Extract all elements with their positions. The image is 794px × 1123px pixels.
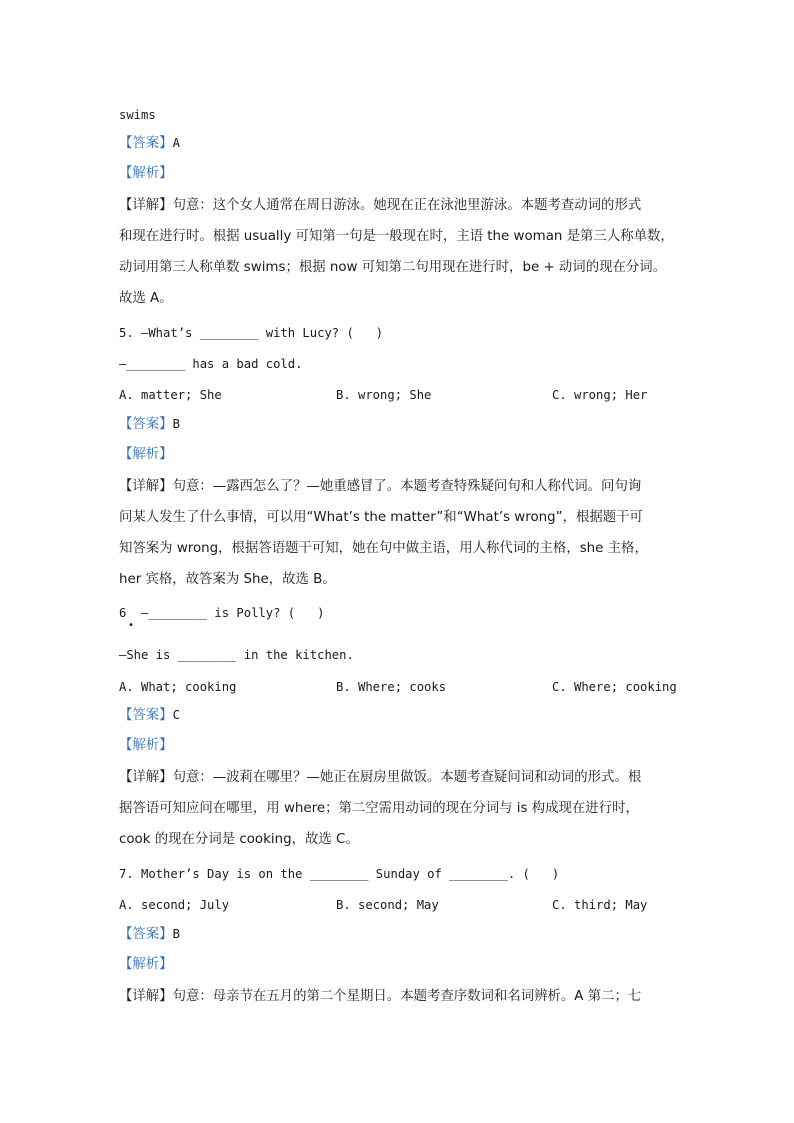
detail-text: 句意：—波莉在哪里？—她正在厨房里做饭。本题考查疑问词和动词的形式。根: [172, 770, 642, 785]
answer-value: B: [172, 417, 180, 431]
text-line: 和现在进行时。根据 usually 可知第一句是一般现在时，主语 the woman 是第三人称单数，: [119, 229, 674, 244]
question-5-reply: —________ has a bad cold.: [119, 357, 303, 371]
detail-tag: 【详解】: [119, 479, 173, 494]
question-6: 6 —________ is Polly? ( ): [119, 606, 325, 620]
answer-value: A: [172, 136, 180, 150]
detail-text: 句意：这个女人通常在周日游泳。她现在正在泳池里游泳。本题考查动词的形式: [172, 198, 642, 213]
answer-tag: 【答案】: [119, 417, 173, 432]
option-a: A. What; cooking: [119, 680, 237, 694]
detail-tag: 【详解】: [119, 989, 173, 1004]
detail-text: 句意：—露西怎么了？—她重感冒了。本题考查特殊疑问句和人称代词。问句询: [172, 479, 642, 494]
detail-tag: 【详解】: [119, 198, 173, 213]
text-line: 故选 A。: [119, 291, 173, 306]
detail-text: 句意：母亲节在五月的第二个星期日。本题考查序数词和名词辨析。A 第二；七: [172, 989, 642, 1004]
answer-tag: 【答案】: [119, 708, 173, 723]
text-line: 据答语可知应问在哪里，用 where；第二空需用动词的现在分词与 is 构成现在进行时，: [119, 801, 639, 816]
analysis-tag: 【解析】: [119, 447, 173, 462]
option-c: C. Where; cooking: [552, 680, 677, 694]
option-c: C. wrong; Her: [552, 388, 648, 402]
answer-line: [119, 134, 180, 153]
option-b: B. second; May: [336, 898, 439, 912]
option-c: C. third; May: [552, 898, 648, 912]
analysis-tag: 【解析】: [119, 738, 173, 753]
answer-line: [119, 415, 180, 434]
text-line: cook 的现在分词是 cooking，故选 C。: [119, 832, 359, 847]
detail-line: [119, 769, 641, 787]
option-b: B. Where; cooks: [336, 680, 447, 694]
option-a: A. matter; She: [119, 388, 222, 402]
answer-value: B: [172, 927, 180, 941]
text-line: swims: [119, 108, 156, 122]
text-line: 知答案为 wrong，根据答语题干可知，她在句中做主语，用人称代词的主格，she 主格，: [119, 541, 648, 556]
text-line: 问某人发生了什么事情，可以用“What’s the matter”和“What’s wrong”，根据题干可: [119, 510, 643, 525]
text-line: 动词用第三人称单数 swims；根据 now 可知第二句用现在进行时，be + 动词的现在分词。: [119, 260, 667, 275]
option-a: A. second; July: [119, 898, 230, 912]
answer-tag: 【答案】: [119, 136, 173, 151]
question-6-reply: —She is ________ in the kitchen.: [119, 648, 354, 662]
question-5: 5. —What’s ________ with Lucy? ( ): [119, 326, 384, 340]
answer-tag: 【答案】: [119, 927, 173, 942]
analysis-tag: 【解析】: [119, 957, 173, 972]
detail-line: [119, 478, 641, 496]
detail-tag: 【详解】: [119, 770, 173, 785]
detail-line: [119, 988, 641, 1006]
stray-dot: •: [128, 620, 134, 631]
option-b: B. wrong; She: [336, 388, 432, 402]
detail-line: [119, 197, 641, 215]
answer-line: [119, 925, 180, 944]
text-line: her 宾格，故答案为 She，故选 B。: [119, 572, 336, 587]
analysis-tag: 【解析】: [119, 166, 173, 181]
answer-line: [119, 706, 180, 725]
question-7: 7. Mother’s Day is on the ________ Sunday of ________. ( ): [119, 867, 560, 881]
answer-value: C: [172, 708, 180, 722]
